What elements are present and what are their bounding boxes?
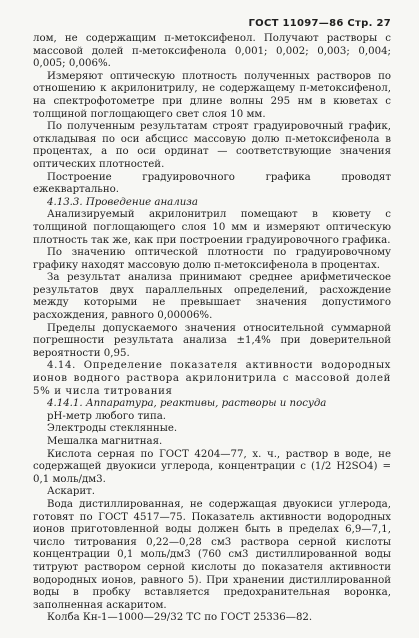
page-number: Стр. 27	[347, 18, 391, 29]
paragraph: По значению оптической плотности по градуировочному графику находят массовую долю п-метоксифенола в процентах.	[33, 247, 391, 271]
paragraph: Пределы допускаемого значения относительной суммарной погрешности результата анализа ±1,4% при доверительной вероятности 0,95.	[33, 322, 391, 359]
paragraph: За результат анализа принимают среднее арифметическое результатов двух параллельных определений, расхождение между которыми не превышает значения допустимого расхождения, равного 0,00006%.	[33, 272, 391, 322]
list-item: Колба Кн-1—1000—29/32 ТС по ГОСТ 25336—82.	[47, 612, 313, 624]
list-item: Мешалка магнитная.	[47, 436, 163, 447]
subsection-heading: 4.14.1. Аппаратура, реактивы, растворы и посуда	[47, 398, 327, 410]
list-item: рН-метр любого типа.	[47, 410, 167, 422]
paragraph: Построение градуировочного графика проводят ежеквартально.	[33, 171, 391, 196]
section-heading: 4.13.3. Проведение анализа	[47, 196, 198, 208]
page-header	[33, 18, 391, 29]
paragraph: По полученным результатам строят градуировочный график, откладывая по оси абсцисс массовую долю п-метоксифенола в процентах, а по оси ординат — соответствующие значения оптических плотностей.	[33, 121, 391, 170]
paragraph: Кислота серная по ГОСТ 4204—77, х. ч., раствор в воде, не содержащей двуокиси углерода, концентрации с (1/2 H2SO4) = 0,1 моль/дм3.	[33, 448, 391, 485]
list-item: Электроды стеклянные.	[47, 423, 178, 435]
paragraph: Вода дистиллированная, не содержащая двуокиси углерода, готовят по ГОСТ 4517—75. Показатель активности водородных ионов приготовленной воды должен быть в пределах 6,9—7,1, число титрования 0,22—0,28 см3 раствора серной кислоты концентрации 0,1 моль/дм3 (760 см3 дистиллированной воды титруют раствором серной кислоты до показателя активности водородных ионов, равного 5). При хранении дистиллированной воды в пробку вставляется предохранительная воронка, заполненная аскаритом.	[33, 498, 391, 611]
paragraph: Анализируемый акрилонитрил помещают в кювету с толщиной поглощающего слоя 10 мм и измеряют оптическую плотность так же, как при построении градуировочного графика.	[33, 209, 391, 246]
paragraph: Измеряют оптическую плотность полученных растворов по отношению к акрилонитрилу, не содержащему п-метоксифенол, на спектрофотометре при длине волны 295 нм в кюветах с толщиной поглощающего свет слоя 10 мм.	[33, 70, 391, 120]
section-heading: 4.14. Определение показателя активности водородных ионов водного раствора акрилонитрила с массовой долей 5% и числа титрования	[33, 360, 391, 397]
standard-number: ГОСТ 11097—86	[248, 18, 344, 29]
list-item: Аскарит.	[47, 486, 96, 498]
paragraph: лом, не содержащим п-метоксифенол. Получают растворы с массовой долей п-метоксифенола 0,001; 0,002; 0,003; 0,004; 0,005; 0,006%.	[33, 33, 391, 70]
